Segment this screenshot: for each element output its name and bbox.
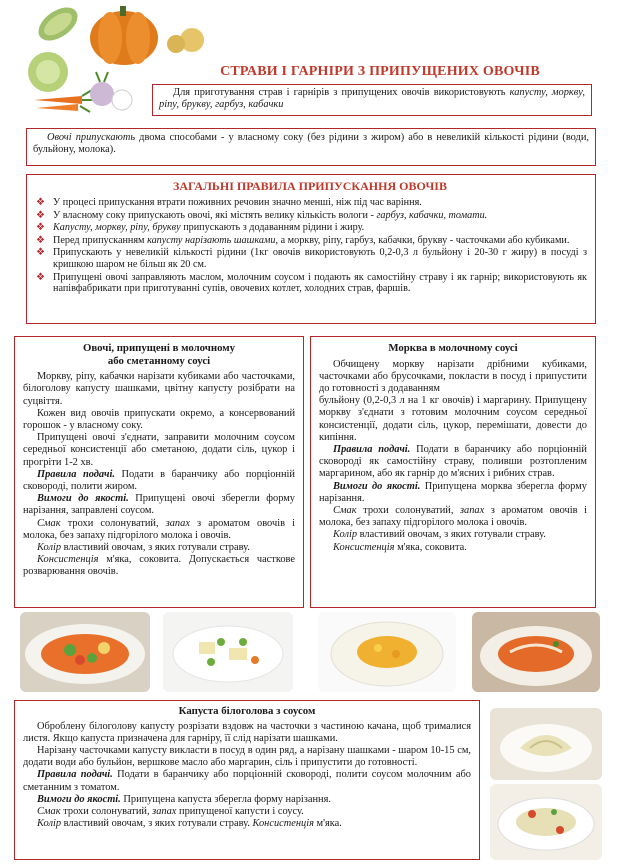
card-cabbage-p1: Оброблену білоголову капусту розрізати вздовж на часточки з частиною качана, щоб трималися листя. Якщо капуста призначена для гарніру, її слід нарізати шашками. [23,720,471,744]
methods-text: Овочі припускають двома способами - у власному соку (без рідини з жиром) або в невеликій кількості рідини (води, бульйону, молока). [33,132,590,156]
card-cabbage-color-consistency: Колір властивий овочам, з яких готували страву. Консистенція м'яка. [37,818,342,830]
card-milk-color: Колір властивий овочам, з яких готували страву. [37,542,250,554]
card-carrot [310,336,596,608]
card-carrot-quality: Вимоги до якості. Припущена морква зберегла форму нарізання. [319,480,587,504]
rule-item: ❖ Припускають у невеликій кількості рідини (1кг овочів використовують 0,2-0,3 л бульйону і 20-30 г жиру) в посуді з кришкою шаром не більш як 20 см. [36,247,587,270]
card-cabbage-taste: Смак трохи солонуватий, запах припущеної капусти і соусу. [37,806,304,818]
card-milk-taste: Смак трохи солонуватий, запах з ароматом овочів і молока, без запаху підгорілого молока і овочів. [23,517,295,541]
card-milk-consistency: Консистенція м'яка, соковита. Допускається часткове розварювання овочів. [23,554,295,578]
dish-photo-cabbage-2 [490,784,602,860]
rule-item: ❖ У процесі припускання втрати поживних речовин значно менші, ніж під час варіння. [36,197,422,208]
card-milk-p3: Припущені овочі з'єднати, заправити молочним соусом середньої консистенції або сметаною, додати сіль, цукор і прогріти 1-2 хв. [23,432,295,468]
diamond-bullet-icon: ❖ [36,271,45,283]
card-cabbage-p2: Нарізану часточками капусту викласти в посуд в один ряд, а нарізану шашками - шаром 10-15 см, додати води або бульйон, вершкове масло або маргарин, сіль і припустити до готовності. [23,745,471,769]
intro-box [152,84,592,116]
card-milk-p1: Моркву, ріпу, кабачки нарізати кубиками або часточками, білоголову капусту шашками, цвітну капусту розібрати на суцвіття. [23,371,295,407]
rule-item: ❖ Капусту, моркву, ріпу, брукву припускають з додаванням рідини і жиру. [36,222,365,234]
diamond-bullet-icon: ❖ [36,234,45,246]
diamond-bullet-icon: ❖ [36,197,45,208]
intro-veg-list: капусту, моркву, ріпу, брукву, гарбуз, кабачки [159,87,585,111]
page-title: СТРАВИ І ГАРНІРИ З ПРИПУЩЕНИХ ОВОЧІВ [220,64,540,79]
card-carrot-taste: Смак трохи солонуватий, запах з ароматом овочів і молока, без запаху підгорілого молока і овочів. [319,505,587,529]
card-milk-p2: Кожен вид овочів припускати окремо, а консервований горошок - у власному соку. [23,407,295,431]
card-cabbage-serve: Правила подачі. Подати в баранчику або порціонній сковороді, полити соусом молочним або сметанним з томатом. [23,769,471,793]
methods-box [26,128,596,166]
diamond-bullet-icon: ❖ [36,222,45,234]
card-milk-serve: Правила подачі. Подати в баранчику або порціонній сковороді, полити жиром. [23,468,295,493]
card-carrot-color: Колір властивий овочам, з яких готували страву. [333,529,546,541]
card-carrot-serve: Правила подачі. Подати в баранчику або порціонній сковороді як самостійну страву, поливши розтопленим маргарином, або як гарнір до м'ясних і рибних страв. [319,444,587,480]
card-carrot-p1b: бульйону (0,2-0,3 л на 1 кг овочів) і маргарину. Припущену моркву з'єднати з готовим молочним соусом середньої консистенції, додати сіль, цукор, перемішати, довести до кипіння. [319,395,587,443]
rule-item: ❖ Припущені овочі заправляють маслом, молочним соусом і подають як самостійну страву і як гарнір; використовують як напівфабрикати при приготуванні супів, овочевих котлет, холодних страв, фаршів. [36,271,587,295]
rule-item: ❖ У власному соку припускають овочі, які містять велику кількість вологи - гарбуз, кабачки, томати. [36,209,488,221]
card-cabbage-title: Капуста білоголова з соусом [178,705,316,717]
card-carrot-title: Морква в молочному соусі [388,342,518,354]
card-milk-quality: Вимоги до якості. Припущені овочі зберегли форму нарізання, заправлені соусом. [23,493,295,517]
dish-photo-vegetables [20,612,150,692]
diamond-bullet-icon: ❖ [36,247,45,259]
rules-title: ЗАГАЛЬНІ ПРАВИЛА ПРИПУСКАННЯ ОВОЧІВ [173,179,447,193]
dish-photo-carrot-slices [472,612,600,692]
intro-text: Для приготування страв і гарнірів з припущених овочів використовують капусту, моркву, ріпу, брукву, гарбуз, кабачки [159,87,585,111]
rule-item: ❖ Перед припусканням капусту нарізають шашками, а моркву, ріпу, гарбуз, кабачки, брукву - часточками або кубиками. [36,234,570,246]
dish-photo-carrot-sauce [318,612,456,692]
rules-list [33,197,587,295]
card-milk-title: Овочі, припущені в молочному або сметанному соусі [82,342,236,367]
card-cabbage [14,700,480,860]
card-carrot-p1: Обчищену моркву нарізати дрібними кубиками, часточками або брусочками, покласти в посуд і припустити до готовності з додаванням [319,358,587,394]
card-milk-sauce [14,336,304,608]
card-carrot-consistency: Консистенція м'яка, соковита. [333,541,467,553]
dish-photo-peas [163,612,293,692]
diamond-bullet-icon: ❖ [36,209,45,221]
rules-box [26,174,596,324]
dish-photo-cabbage-1 [490,708,602,780]
card-cabbage-quality: Вимоги до якості. Припущена капуста зберегла форму нарізання. [37,793,331,805]
